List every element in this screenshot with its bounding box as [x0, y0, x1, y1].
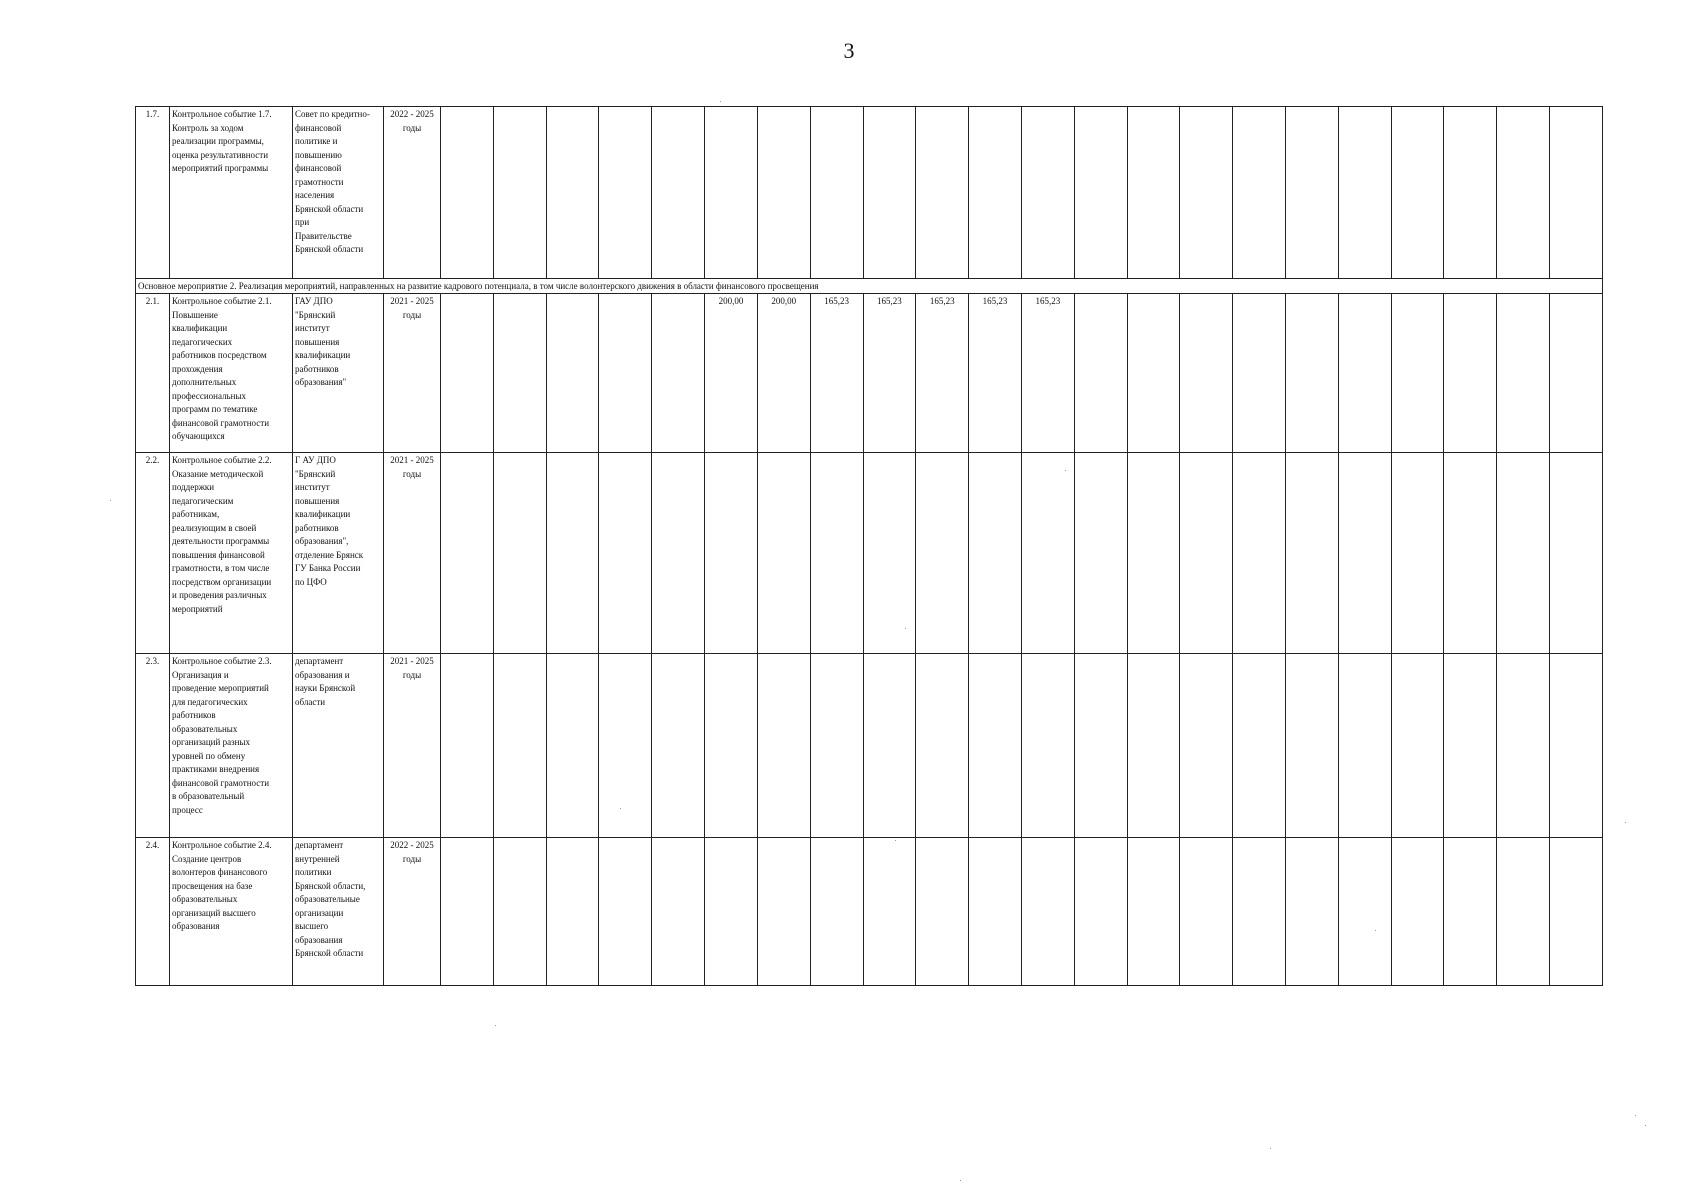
scan-speck: [720, 101, 721, 102]
value-cell: [1550, 654, 1603, 838]
value-cell: [546, 107, 599, 279]
period-years: [384, 453, 441, 654]
executor-name: [293, 294, 384, 453]
value-cell: [705, 838, 758, 986]
event-description-text: Контрольное событие 2.4. Создание центров волонтеров финансового просвещения на базе образовательных организаций высшего образования: [172, 840, 272, 931]
value-cell: [1286, 294, 1339, 453]
executor-name-text: ГАУ ДПО "Брянский институт повышения квалификации работников образования": [295, 296, 351, 387]
row-number: [136, 838, 170, 986]
scan-speck: [620, 808, 621, 809]
value-cell: [810, 838, 863, 986]
value-cell: [1021, 453, 1074, 654]
value-cell: [705, 654, 758, 838]
period-years: [384, 107, 441, 279]
period-years-text: 2022 - 2025 годы: [390, 840, 434, 864]
value-cell-text: 200,00: [771, 296, 797, 306]
row-number-text: 2.4.: [145, 840, 160, 850]
value-cell: [493, 453, 546, 654]
value-cell: [1497, 453, 1550, 654]
value-cell: [1444, 294, 1497, 453]
value-cell: [599, 654, 652, 838]
value-cell: [652, 294, 705, 453]
value-cell: [1497, 107, 1550, 279]
value-cell: [441, 838, 494, 986]
scan-speck: [1645, 1125, 1646, 1126]
value-cell: [546, 453, 599, 654]
period-years: [384, 294, 441, 453]
value-cell: [1021, 294, 1074, 453]
value-cell: [1338, 654, 1391, 838]
value-cell: [1074, 107, 1127, 279]
period-years-text: 2021 - 2025 годы: [390, 656, 434, 680]
scan-speck: [960, 1180, 961, 1181]
value-cell: [441, 654, 494, 838]
value-cell: [916, 654, 969, 838]
value-cell: [916, 294, 969, 453]
value-cell: [1286, 838, 1339, 986]
scan-speck: [1375, 930, 1376, 931]
value-cell: [1286, 107, 1339, 279]
row-number-text: 2.1.: [145, 296, 160, 306]
value-cell: [863, 107, 916, 279]
value-cell: [969, 107, 1022, 279]
value-cell-text: 165,23: [877, 296, 902, 306]
table-row: [136, 838, 1603, 986]
period-years-text: 2021 - 2025 годы: [390, 455, 434, 479]
value-cell: [1127, 107, 1180, 279]
value-cell: [1127, 838, 1180, 986]
value-cell: [1021, 654, 1074, 838]
value-cell-text: 165,23: [1035, 296, 1061, 306]
section-header-cell: Основное мероприятие 2. Реализация мероприятий, направленных на развитие кадрового потенциала, в том числе волонтерского движения в области финансового просвещения: [136, 279, 1603, 294]
value-cell: [1127, 294, 1180, 453]
value-cell: [1338, 453, 1391, 654]
value-cell: [599, 294, 652, 453]
value-cell: [441, 453, 494, 654]
scan-speck: [1635, 1115, 1636, 1116]
value-cell: [652, 654, 705, 838]
event-description: [170, 838, 293, 986]
event-description: [170, 107, 293, 279]
value-cell: [546, 294, 599, 453]
value-cell: [757, 838, 810, 986]
value-cell: [1074, 654, 1127, 838]
value-cell: [1286, 453, 1339, 654]
value-cell: [969, 294, 1022, 453]
value-cell: [810, 453, 863, 654]
value-cell: [652, 107, 705, 279]
value-cell: [705, 294, 758, 453]
value-cell: [652, 838, 705, 986]
value-cell: [810, 107, 863, 279]
value-cell-text: 165,23: [982, 296, 1008, 306]
scan-speck: [905, 628, 906, 629]
event-description-text: Контрольное событие 2.3. Организация и проведение мероприятий для педагогических работников образовательных организаций разных уровней по обмену практиками внедрения финансовой грамотности в образовательный процесс: [172, 656, 272, 815]
executor-name: [293, 107, 384, 279]
period-years-text: 2022 - 2025 годы: [390, 109, 434, 133]
event-description-text: Контрольное событие 2.1. Повышение квалификации педагогических работников посредством прохождения дополнительных профессиональных программ по тематике финансовой грамотности обучающихся: [172, 296, 272, 441]
executor-name: [293, 838, 384, 986]
scan-speck: [1270, 1148, 1271, 1149]
event-description: [170, 654, 293, 838]
value-cell-text: 165,23: [929, 296, 955, 306]
value-cell: [1074, 294, 1127, 453]
value-cell: [493, 107, 546, 279]
value-cell: [757, 294, 810, 453]
value-cell: [599, 838, 652, 986]
value-cell: [441, 107, 494, 279]
value-cell: [810, 294, 863, 453]
value-cell: [1497, 654, 1550, 838]
value-cell: [969, 453, 1022, 654]
period-years: [384, 838, 441, 986]
value-cell: [1286, 654, 1339, 838]
period-years: [384, 654, 441, 838]
value-cell: [863, 453, 916, 654]
scan-speck: [895, 840, 896, 841]
value-cell: [1550, 107, 1603, 279]
value-cell: [969, 654, 1022, 838]
row-number: [136, 294, 170, 453]
page-number: 3: [843, 38, 855, 63]
value-cell: [1233, 294, 1286, 453]
scan-speck: [495, 1025, 496, 1026]
value-cell: [1391, 294, 1444, 453]
value-cell: [969, 838, 1022, 986]
section-header-row: [136, 279, 1603, 294]
value-cell: [652, 453, 705, 654]
value-cell: [916, 838, 969, 986]
value-cell: [916, 453, 969, 654]
executor-name-text: департамент внутренней политики Брянской области, образовательные организации высшего образования Брянской области: [295, 840, 366, 958]
value-cell: [1233, 838, 1286, 986]
value-cell: [1391, 453, 1444, 654]
table-row: [136, 294, 1603, 453]
value-cell: [1233, 453, 1286, 654]
value-cell: [1127, 654, 1180, 838]
value-cell: [1233, 654, 1286, 838]
value-cell: [1338, 838, 1391, 986]
value-cell: [1338, 107, 1391, 279]
value-cell: [1233, 107, 1286, 279]
value-cell: [810, 654, 863, 838]
value-cell: [493, 838, 546, 986]
value-cell: [1391, 838, 1444, 986]
executor-name: [293, 654, 384, 838]
row-number: [136, 107, 170, 279]
value-cell: [1497, 838, 1550, 986]
value-cell: [1180, 654, 1233, 838]
value-cell: [1180, 107, 1233, 279]
value-cell: [863, 654, 916, 838]
value-cell: [1550, 453, 1603, 654]
event-description: [170, 294, 293, 453]
row-number-text: 2.2.: [145, 455, 160, 465]
executor-name-text: департамент образования и науки Брянской области: [295, 656, 356, 707]
scan-speck: [110, 500, 111, 501]
value-cell: [546, 654, 599, 838]
value-cell: [1021, 107, 1074, 279]
table-row: [136, 107, 1603, 279]
value-cell: [1180, 294, 1233, 453]
value-cell: [1391, 654, 1444, 838]
event-description-text: Контрольное событие 2.2. Оказание методической поддержки педагогическим работникам, реализующим в своей деятельности программы повышения финансовой грамотности, в том числе посредством организации и проведения различных мероприятий: [172, 455, 272, 614]
value-cell: [1444, 107, 1497, 279]
value-cell: [1338, 294, 1391, 453]
value-cell-text: 200,00: [718, 296, 744, 306]
value-cell: [493, 654, 546, 838]
value-cell: [1180, 453, 1233, 654]
event-description: [170, 453, 293, 654]
value-cell: [599, 453, 652, 654]
value-cell: [599, 107, 652, 279]
value-cell: [1074, 453, 1127, 654]
value-cell: [1444, 654, 1497, 838]
value-cell: [863, 838, 916, 986]
value-cell: [916, 107, 969, 279]
value-cell-text: 165,23: [824, 296, 849, 306]
value-cell: [705, 453, 758, 654]
scan-speck: [1065, 470, 1066, 471]
executor-name-text: Г АУ ДПО "Брянский институт повышения квалификации работников образования", отделение Брянск ГУ Банка России по ЦФО: [295, 455, 364, 587]
value-cell: [1444, 453, 1497, 654]
value-cell: [1391, 107, 1444, 279]
value-cell: [757, 107, 810, 279]
row-number-text: 1.7.: [145, 109, 160, 119]
event-description-text: Контрольное событие 1.7. Контроль за ходом реализации программы, оценка результативности мероприятий программы: [172, 109, 272, 173]
scan-speck: [1625, 822, 1626, 823]
row-number: [136, 654, 170, 838]
table-row: [136, 453, 1603, 654]
executor-name-text: Совет по кредитно- финансовой политике и повышению финансовой грамотности населения Брянской области при Правительстве Брянской области: [295, 109, 370, 254]
executor-name: [293, 453, 384, 654]
value-cell: [757, 453, 810, 654]
program-events-table: [135, 106, 1603, 986]
row-number: [136, 453, 170, 654]
value-cell: [493, 294, 546, 453]
value-cell: [705, 107, 758, 279]
value-cell: [1127, 453, 1180, 654]
value-cell: [546, 838, 599, 986]
period-years-text: 2021 - 2025 годы: [390, 296, 434, 320]
table-row: [136, 654, 1603, 838]
value-cell: [863, 294, 916, 453]
value-cell: [1497, 294, 1550, 453]
value-cell: [1180, 838, 1233, 986]
row-number-text: 2.3.: [145, 656, 160, 666]
value-cell: [441, 294, 494, 453]
value-cell: [1021, 838, 1074, 986]
value-cell: [1550, 294, 1603, 453]
value-cell: [757, 654, 810, 838]
value-cell: [1444, 838, 1497, 986]
value-cell: [1550, 838, 1603, 986]
value-cell: [1074, 838, 1127, 986]
document-table-container: [135, 106, 1602, 986]
